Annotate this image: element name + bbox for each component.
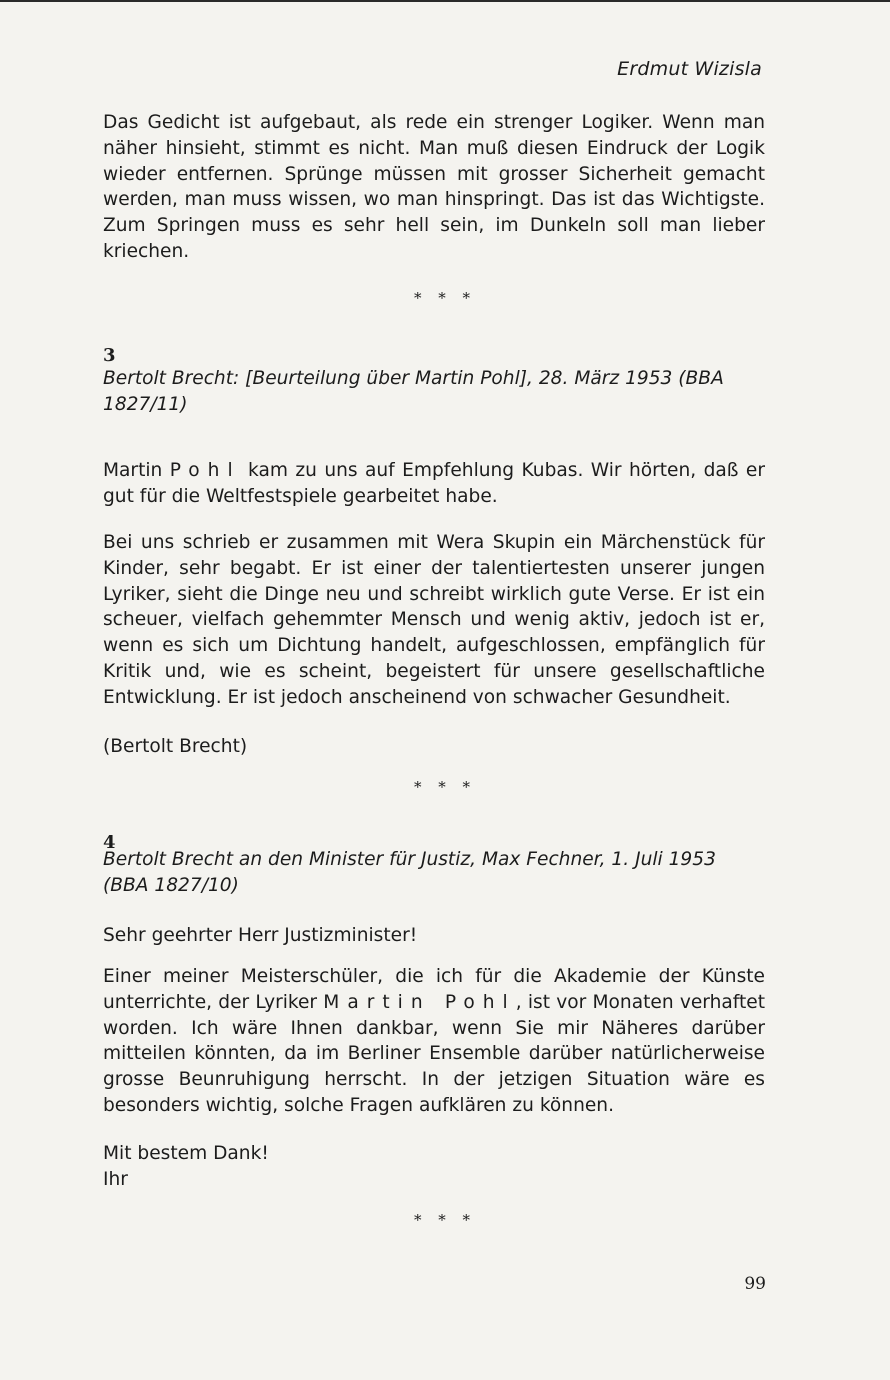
- page-number: 99: [744, 1274, 766, 1294]
- section-title: Bertolt Brecht: [Beurteilung über Martin Pohl], 28. März 1953 (BBA 1827/11): [103, 368, 724, 415]
- section3-paragraph-2: Bei uns schrieb er zusammen mit Wera Skupin ein Märchenstück für Kinder, sehr begabt. Er ist einer der talentiertesten unserer jungen Lyriker, sieht die Dinge neu und schreibt wirklich gute Verse. Er ist ein scheuer, vielfach gehemmter Mensch und wenig aktiv, jedoch ist er, wenn es sich um Dichtung handelt, aufgeschlossen, empfänglich für Kritik und, wie es scheint, begeistert für unsere gesellschaftliche Entwicklung. Er ist jedoch anscheinend von schwacher Gesundheit.: [103, 532, 765, 708]
- section-separator: * * *: [413, 1211, 477, 1229]
- running-header-author: Erdmut Wizisla: [617, 58, 762, 80]
- section3-paragraph-1: [103, 458, 765, 510]
- section-separator: * * *: [413, 778, 477, 796]
- letter-body: [103, 964, 765, 1119]
- closing-line: Ihr: [103, 1168, 128, 1190]
- letter-salutation: Sehr geehrter Herr Justizminister!: [103, 925, 418, 946]
- text-span: , ist vor Monaten verhaftet worden. Ich wäre Ihnen dankbar, wenn Sie mir Näheres darüber mitteilen könnten, da im Berliner Ensemble darüber natürlicherweise grosse Beunruhigung herrscht. In der jetzigen Situation wäre es besonders wichtig, solche Fragen aufklären zu können.: [103, 991, 766, 1116]
- section-number: 4: [103, 832, 116, 853]
- text-span: Einer meiner Meisterschüler, die ich für die Akademie der Künste unterrichte, der Lyriker: [103, 966, 765, 1013]
- section3-signature: (Bertolt Brecht): [103, 736, 248, 757]
- spaced-name: Martin Pohl: [323, 991, 516, 1013]
- section-number: 3: [103, 345, 116, 366]
- spaced-name: Pohl: [169, 460, 241, 481]
- section-title: Bertolt Brecht an den Minister für Justiz, Max Fechner, 1. Juli 1953 (BBA 1827/10): [103, 849, 716, 896]
- letter-closing: [103, 1141, 765, 1193]
- section-separator: * * *: [413, 289, 477, 307]
- text-span: Martin: [103, 460, 170, 481]
- top-edge-rule: [0, 0, 890, 2]
- text-span: kam zu uns auf Empfehlung Kubas. Wir hörten, daß er gut für die Weltfestspiele gearbeitet habe.: [103, 460, 765, 507]
- intro-paragraph: Das Gedicht ist aufgebaut, als rede ein strenger Logiker. Wenn man näher hinsieht, stimmt es nicht. Man muß diesen Eindruck der Logik wieder entfernen. Sprünge müssen mit grosser Sicherheit gemacht werden, man muss wissen, wo man hinspringt. Das ist das Wichtigste. Zum Springen muss es sehr hell sein, im Dunkeln soll man lieber kriechen.: [103, 112, 765, 262]
- closing-line: Mit bestem Dank!: [103, 1143, 269, 1164]
